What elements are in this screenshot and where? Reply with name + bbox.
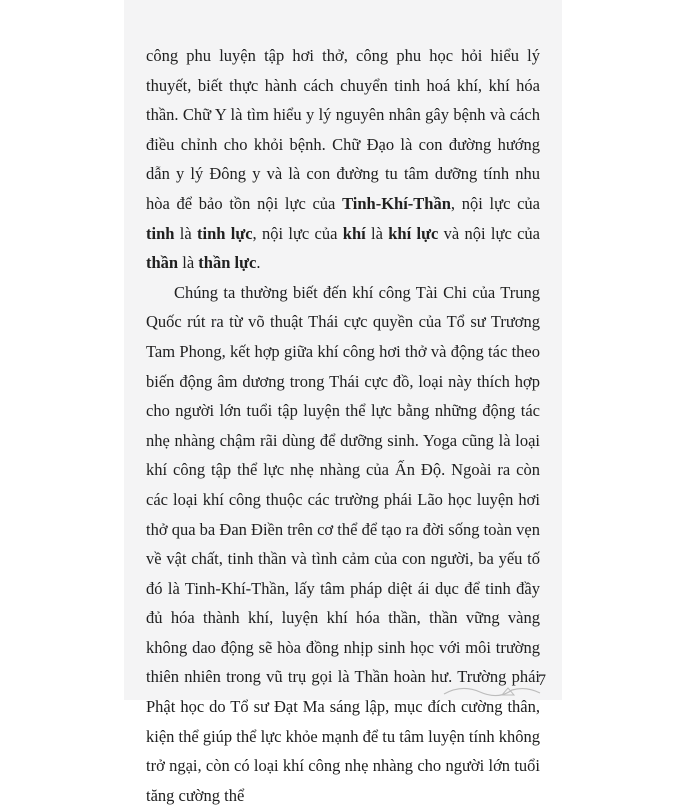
bold-term: thần [146, 253, 179, 273]
bold-term: khí [342, 223, 366, 243]
bold-term: khí lực [388, 223, 439, 243]
text-run: công phu luyện tập hơi thở, công phu học hỏi hiểu lý thuyết, biết thực hành cách chuyển tinh hoá khí, khí hóa thần. Chữ Y là tìm hiểu y lý nguyên nhân gây bệnh và cách điều chỉnh cho khỏi bệnh. Chữ Đạo là con đường hướng dẫn y lý Đông y và là con đường tu tâm dưỡng tính nhu hòa để bảo tồn nội lực của [146, 46, 540, 213]
text-run: là [178, 253, 199, 273]
paragraph-2: Chúng ta thường biết đến khí công Tài Chi của Trung Quốc rút ra từ võ thuật Thái cực quyền của Tổ sư Trương Tam Phong, kết hợp giữa khí công hơi thở và động tác theo biến động âm dương trong Thái cực đồ, loại này thích hợp cho người lớn tuổi tập luyện thể lực bằng những động tác nhẹ nhàng chậm rãi dùng để dưỡng sinh. Yoga cũng là loại khí công tập thể lực nhẹ nhàng của Ấn Độ. Ngoài ra còn các loại khí công thuộc các trường phái Lão học luyện hơi thở qua ba Đan Điền trên cơ thể để tạo ra đời sống toàn vẹn về vật chất, tinh thần và tình cảm của con người, ba yếu tố đó là Tinh-Khí-Thần, lấy tâm pháp diệt ái dục để tinh đầy đủ hóa thành khí, luyện khí hóa thần, thần vững vàng không dao động sẽ hòa đồng nhịp sinh học với môi trường thiên nhiên trong vũ trụ gọi là Thần hoàn hư. Trường phái Phật học do Tổ sư Đạt Ma sáng lập, mục đích cường thân, kiện thể giúp thể lực khỏe mạnh để tu tâm luyện tính không trở ngại, còn có loại khí công nhẹ nhàng cho người lớn tuổi tăng cường thể [146, 282, 540, 805]
text-run: là [174, 223, 197, 243]
text-run: , nội lực của [450, 193, 540, 213]
book-page [124, 0, 562, 805]
text-run: và nội lực của [438, 223, 540, 243]
text-run: . [256, 253, 261, 273]
decorative-ornament [442, 680, 542, 698]
text-run: , nội lực của [252, 223, 343, 243]
text-run: là [365, 223, 389, 243]
bold-term: Tinh-Khí-Thần [342, 193, 451, 213]
page-number: 7 [538, 672, 546, 689]
bold-term: tinh lực [196, 223, 253, 243]
bold-term: thần lực [198, 253, 257, 273]
bold-term: tinh [146, 223, 175, 243]
paragraph-1 [146, 41, 540, 278]
